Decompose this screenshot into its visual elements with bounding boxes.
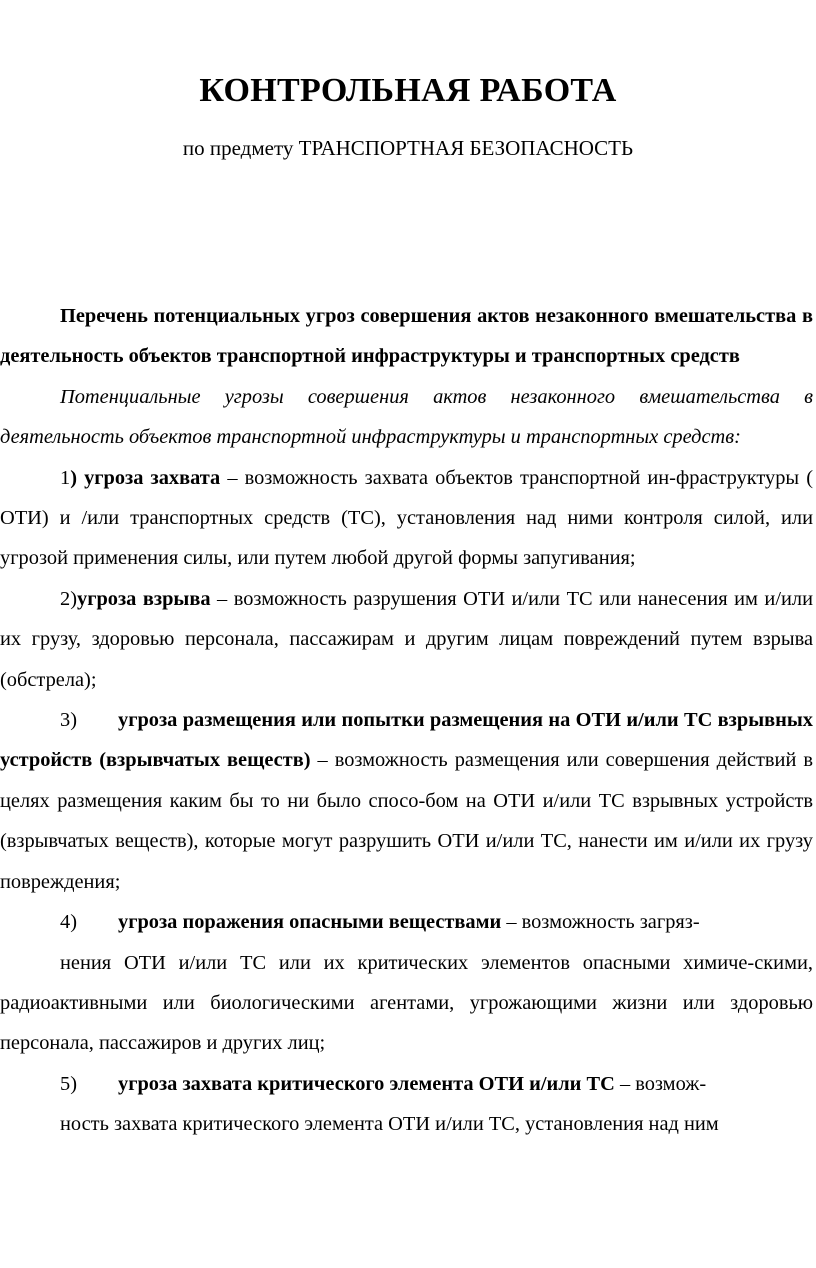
- item-term: угроза взрыва: [77, 587, 211, 610]
- item-number: 1: [60, 466, 71, 489]
- threat-item-3: [0, 700, 813, 902]
- item-number: 4): [60, 911, 77, 934]
- item-text: – возмож-: [614, 1072, 707, 1095]
- threat-item-5-continuation: ность захвата критического элемента ОТИ и/или ТС, установления над ним: [60, 1113, 719, 1136]
- item-number: 3): [60, 709, 77, 732]
- document-body: [0, 296, 813, 1145]
- item-term: угроза поражения опасными веществами: [118, 911, 502, 934]
- threat-item-5: [0, 1064, 813, 1104]
- item-term: ) угроза захвата: [70, 466, 221, 489]
- section-heading: Перечень потенциальных угроз совершения актов незаконного вмешательства в деятельность объектов транспортной инфраструктуры и транспортных средств: [0, 305, 813, 368]
- item-text: – возможность разрушения ОТИ и/или ТС или нанесения им и/или их грузу, здоровью персонала, пассажирам и другим лицам повреждений путем взрыва (обстрела);: [0, 587, 813, 691]
- intro-paragraph: Потенциальные угрозы совершения актов незаконного вмешательства в деятельность объектов транспортной инфраструктуры и транспортных средств:: [0, 385, 813, 449]
- item-term: угроза размещения или попытки размещения на ОТИ и/или ТС взрывных устройств (взрывчатых веществ): [0, 709, 813, 772]
- threat-item-1: [0, 458, 813, 579]
- threat-item-4: [0, 902, 813, 942]
- item-number: 2): [60, 587, 77, 610]
- item-text: – возможность захвата объектов транспортной ин-фраструктуры ( ОТИ) и /или транспортных средств (ТС), установления над ними контроля силой, или угрозой применения силы, или путем любой другой формы запугивания;: [0, 466, 813, 570]
- threat-item-2: [0, 579, 813, 700]
- item-term: угроза захвата критического элемента ОТИ и/или ТС: [118, 1072, 615, 1095]
- document-subtitle: по предмету ТРАНСПОРТНАЯ БЕЗОПАСНОСТЬ: [182, 136, 634, 160]
- threat-item-4-continuation: нения ОТИ и/или ТС или их критических элементов опасными химиче-скими, радиоактивными или биологическими агентами, угрожающими жизни или здоровью персонала, пассажиров и других лиц;: [0, 951, 813, 1055]
- item-text: – возможность размещения или совершения действий в целях размещения каким бы то ни было спосо-бом на ОТИ и/или ТС взрывных устройств (взрывчатых веществ), которые могут разрушить ОТИ и/или ТС, нанести им и/или их грузу повреждения;: [0, 749, 813, 893]
- document-title: КОНТРОЛЬНАЯ РАБОТА: [199, 72, 617, 109]
- item-text: – возможность загряз-: [501, 911, 700, 934]
- item-number: 5): [60, 1072, 77, 1095]
